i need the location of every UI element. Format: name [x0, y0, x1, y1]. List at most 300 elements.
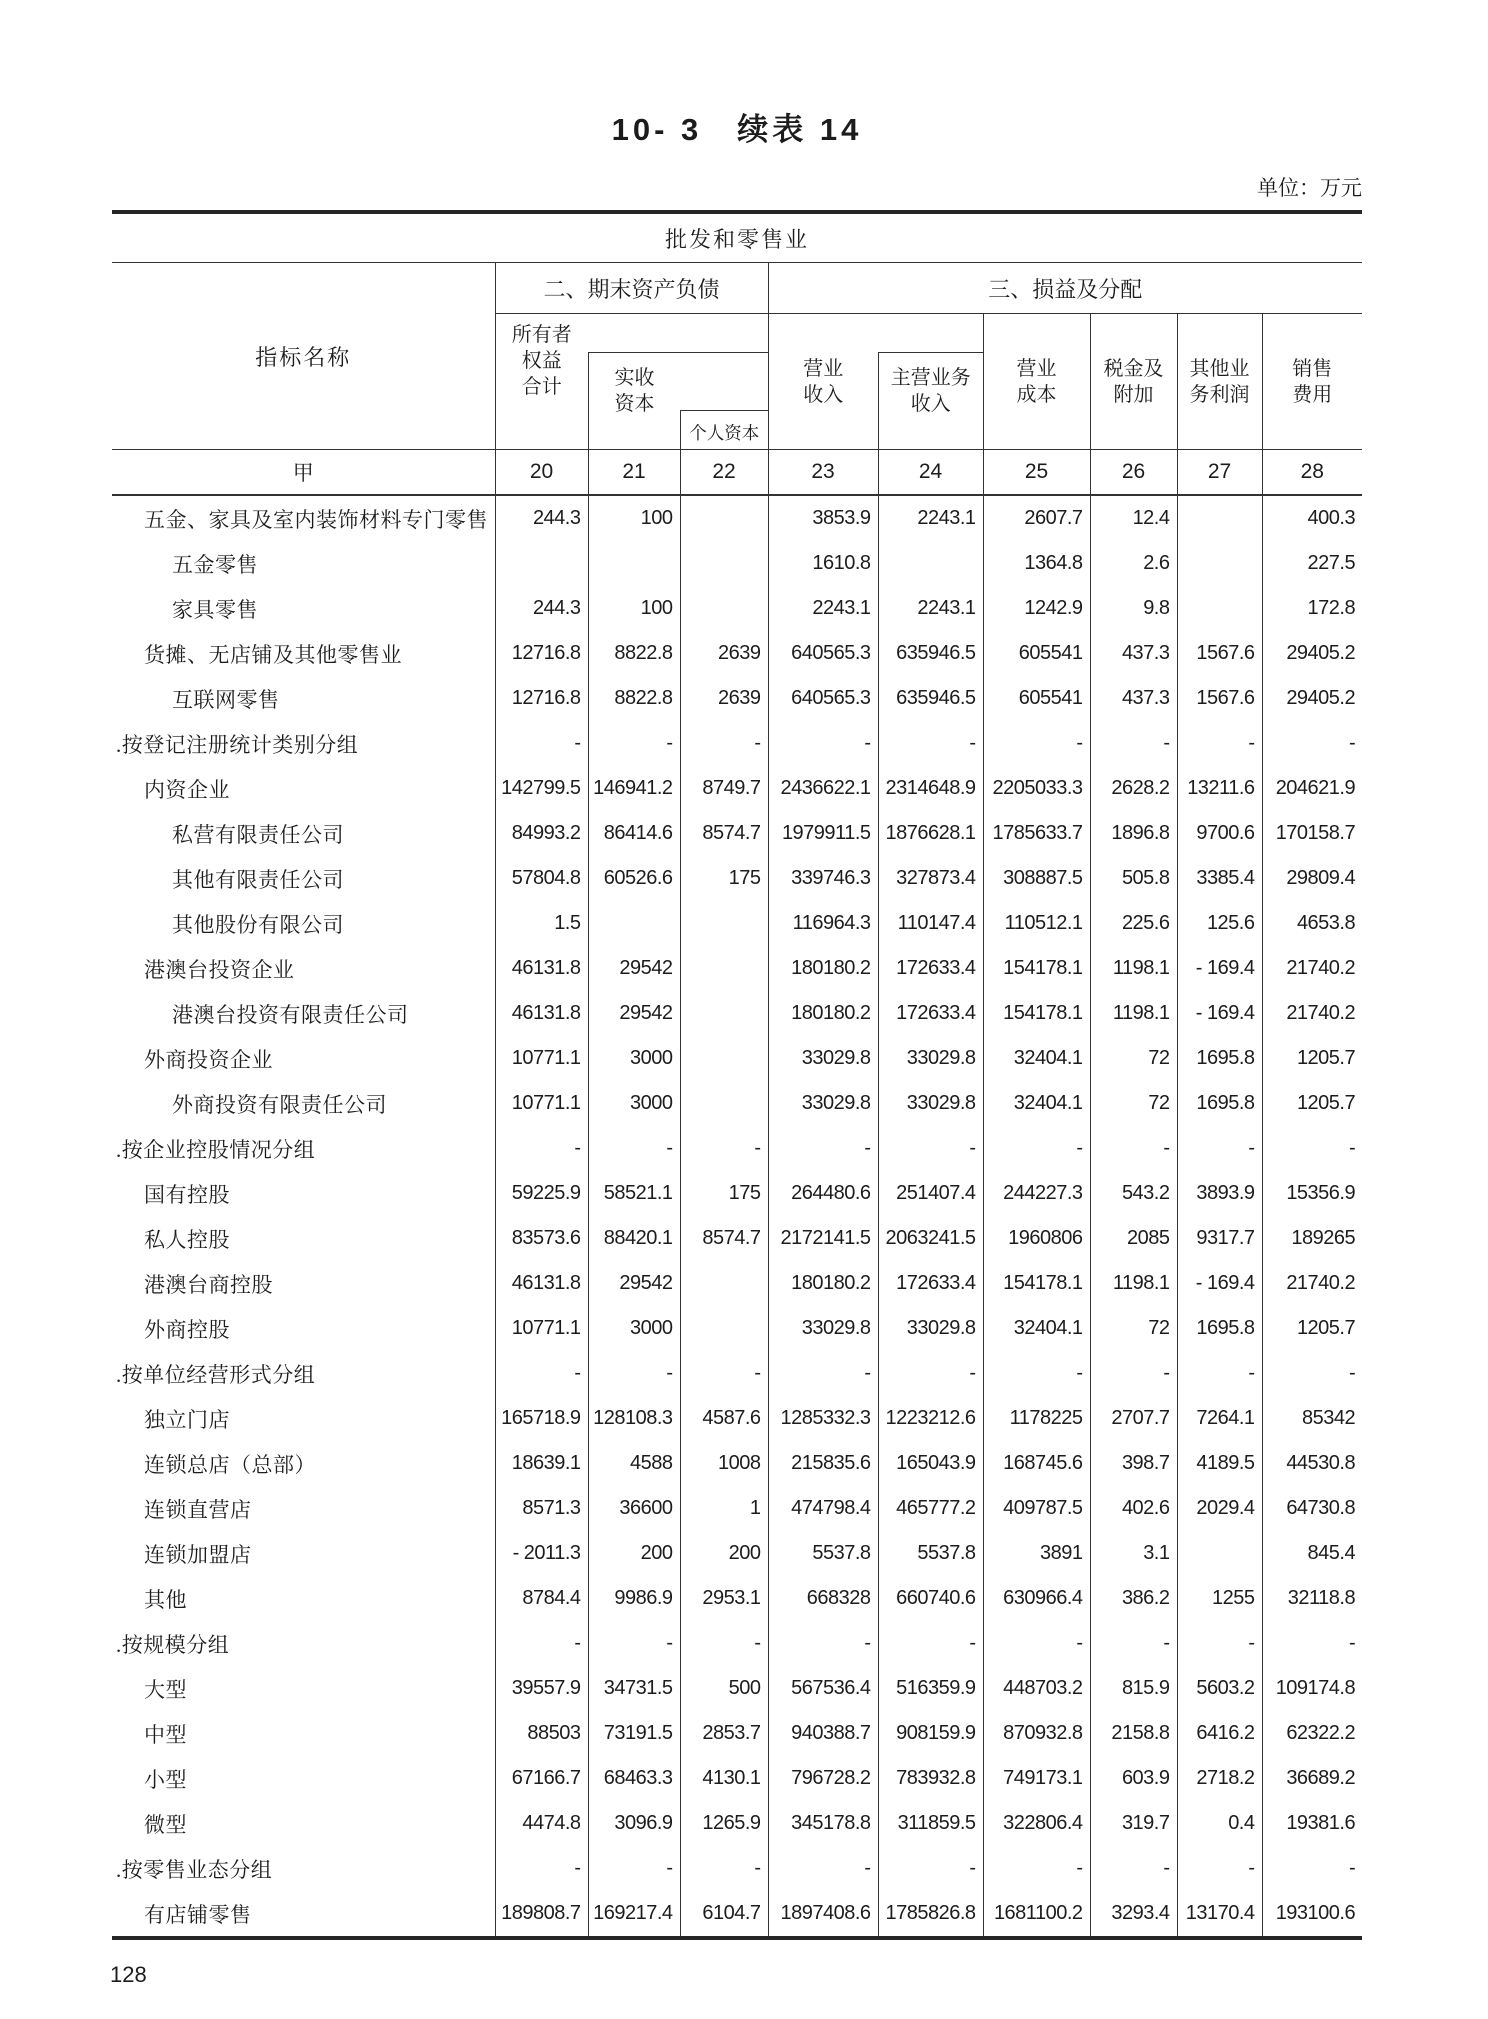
col-header-personal-capital — [680, 314, 768, 450]
cell-value: 39557.9 — [495, 1666, 588, 1711]
cell-value: 33029.8 — [768, 1306, 878, 1351]
cell-value: 29809.4 — [1262, 856, 1362, 901]
col-code: 20 — [495, 450, 588, 496]
cell-value: 5603.2 — [1177, 1666, 1262, 1711]
cell-value: 8822.8 — [588, 631, 680, 676]
cell-value: 2639 — [680, 631, 768, 676]
cell-value — [680, 586, 768, 631]
stub-header: 指标名称 — [255, 344, 352, 370]
cell-value — [680, 1261, 768, 1306]
col-header-label: 个人资本 — [680, 410, 768, 449]
cell-value: - — [1177, 1846, 1262, 1891]
row-label: 其他 — [144, 1587, 187, 1612]
table-row — [112, 1036, 1362, 1081]
table-row — [112, 1531, 1362, 1576]
cell-value: - — [495, 1126, 588, 1171]
table-row — [112, 1306, 1362, 1351]
cell-value: 8571.3 — [495, 1486, 588, 1531]
group-header-row — [112, 263, 1362, 314]
cell-value: - — [1177, 1351, 1262, 1396]
table-body — [112, 495, 1362, 1938]
cell-value: - — [1090, 721, 1177, 766]
table-row — [112, 1351, 1362, 1396]
col-header-label: 主营业务 收入 — [878, 352, 983, 449]
table-row — [112, 1846, 1362, 1891]
cell-value: 2063241.5 — [878, 1216, 983, 1261]
cell-value: - — [768, 721, 878, 766]
cell-value: 1205.7 — [1262, 1081, 1362, 1126]
cell-value: 2853.7 — [680, 1711, 768, 1756]
cell-value: 308887.5 — [983, 856, 1090, 901]
statistics-table — [112, 210, 1362, 1940]
cell-value: 200 — [588, 1531, 680, 1576]
cell-value: 815.9 — [1090, 1666, 1177, 1711]
cell-value: - — [1090, 1351, 1177, 1396]
col-code: 26 — [1090, 450, 1177, 496]
cell-value: 5537.8 — [768, 1531, 878, 1576]
col-header-paid-in-capital — [588, 314, 680, 450]
table-row — [112, 1576, 1362, 1621]
cell-value — [680, 541, 768, 586]
cell-value: - — [878, 1351, 983, 1396]
cell-value: 180180.2 — [768, 991, 878, 1036]
row-label: 港澳台投资有限责任公司 — [172, 1002, 409, 1027]
cell-value: 1 — [680, 1486, 768, 1531]
cell-value: - 169.4 — [1177, 946, 1262, 991]
cell-value: - — [588, 1126, 680, 1171]
cell-value: - — [588, 1351, 680, 1396]
table-row — [112, 1486, 1362, 1531]
cell-value: 1205.7 — [1262, 1036, 1362, 1081]
cell-value: 59225.9 — [495, 1171, 588, 1216]
table-row — [112, 1216, 1362, 1261]
cell-value: 10771.1 — [495, 1081, 588, 1126]
cell-value: 244.3 — [495, 586, 588, 631]
group-header-assets: 二、期末资产负债 — [495, 263, 768, 314]
col-header-selling-expenses — [1262, 314, 1362, 450]
cell-value: 3.1 — [1090, 1531, 1177, 1576]
col-header-operating-cost — [983, 314, 1090, 450]
table-row — [112, 1081, 1362, 1126]
cell-value: 400.3 — [1262, 495, 1362, 541]
cell-value: - — [1262, 721, 1362, 766]
row-label: 有店铺零售 — [144, 1902, 252, 1927]
table-row — [112, 1171, 1362, 1216]
row-label: 连锁加盟店 — [144, 1542, 252, 1567]
cell-value: 19381.6 — [1262, 1801, 1362, 1846]
table-row — [112, 676, 1362, 721]
row-label: 外商投资有限责任公司 — [172, 1092, 387, 1117]
cell-value: 146941.2 — [588, 766, 680, 811]
cell-value: 500 — [680, 1666, 768, 1711]
cell-value: 9700.6 — [1177, 811, 1262, 856]
cell-value: 67166.7 — [495, 1756, 588, 1801]
cell-value: 244.3 — [495, 495, 588, 541]
cell-value: 204621.9 — [1262, 766, 1362, 811]
col-code: 24 — [878, 450, 983, 496]
cell-value: 18639.1 — [495, 1441, 588, 1486]
cell-value: 3293.4 — [1090, 1891, 1177, 1938]
table-row — [112, 1666, 1362, 1711]
col-code: 23 — [768, 450, 878, 496]
table-row — [112, 1441, 1362, 1486]
cell-value: - — [680, 1351, 768, 1396]
cell-value: 170158.7 — [1262, 811, 1362, 856]
cell-value: 409787.5 — [983, 1486, 1090, 1531]
row-label: 中型 — [144, 1722, 187, 1747]
cell-value: - — [1177, 1621, 1262, 1666]
cell-value: 0.4 — [1177, 1801, 1262, 1846]
cell-value: 86414.6 — [588, 811, 680, 856]
cell-value: - — [983, 1351, 1090, 1396]
cell-value: 12716.8 — [495, 631, 588, 676]
cell-value — [495, 541, 588, 586]
cell-value: 1610.8 — [768, 541, 878, 586]
cell-value: 189808.7 — [495, 1891, 588, 1938]
row-label: 私人控股 — [144, 1227, 230, 1252]
cell-value: 29542 — [588, 1261, 680, 1306]
cell-value: 2314648.9 — [878, 766, 983, 811]
cell-value: 1695.8 — [1177, 1306, 1262, 1351]
cell-value: 84993.2 — [495, 811, 588, 856]
cell-value: - — [495, 1846, 588, 1891]
row-label: 港澳台商控股 — [144, 1272, 273, 1297]
cell-value: 448703.2 — [983, 1666, 1090, 1711]
industry-header-row — [112, 212, 1362, 263]
cell-value — [588, 541, 680, 586]
cell-value: 6416.2 — [1177, 1711, 1262, 1756]
cell-value: 3000 — [588, 1036, 680, 1081]
cell-value: 72 — [1090, 1036, 1177, 1081]
cell-value: - — [1090, 1126, 1177, 1171]
cell-value: 1681100.2 — [983, 1891, 1090, 1938]
cell-value: 68463.3 — [588, 1756, 680, 1801]
cell-value: 2243.1 — [878, 495, 983, 541]
cell-value: 175 — [680, 1171, 768, 1216]
cell-value: 1255 — [1177, 1576, 1262, 1621]
cell-value: 32404.1 — [983, 1306, 1090, 1351]
col-header-other-business-profit — [1177, 314, 1262, 450]
cell-value: 62322.2 — [1262, 1711, 1362, 1756]
cell-value: 21740.2 — [1262, 1261, 1362, 1306]
cell-value: 15356.9 — [1262, 1171, 1362, 1216]
cell-value: 8574.7 — [680, 811, 768, 856]
cell-value: 72 — [1090, 1081, 1177, 1126]
cell-value: 225.6 — [1090, 901, 1177, 946]
row-label: 微型 — [144, 1812, 187, 1837]
cell-value — [680, 991, 768, 1036]
col-header-label: 销售 费用 — [1292, 358, 1333, 406]
cell-value: - — [588, 721, 680, 766]
row-label: 外商投资企业 — [144, 1047, 273, 1072]
row-label: 独立门店 — [144, 1407, 230, 1432]
cell-value: - — [1090, 1846, 1177, 1891]
cell-value: 180180.2 — [768, 946, 878, 991]
cell-value: 21740.2 — [1262, 991, 1362, 1036]
cell-value: 1223212.6 — [878, 1396, 983, 1441]
cell-value: 189265 — [1262, 1216, 1362, 1261]
cell-value: 2607.7 — [983, 495, 1090, 541]
cell-value: 3385.4 — [1177, 856, 1262, 901]
cell-value: 845.4 — [1262, 1531, 1362, 1576]
nested-header-box — [680, 352, 768, 449]
cell-value: 4130.1 — [680, 1756, 768, 1801]
cell-value: 58521.1 — [588, 1171, 680, 1216]
cell-value: - — [878, 721, 983, 766]
row-label: 货摊、无店铺及其他零售业 — [144, 642, 402, 667]
cell-value — [878, 541, 983, 586]
row-label: .按零售业态分组 — [116, 1857, 273, 1882]
cell-value: 9986.9 — [588, 1576, 680, 1621]
cell-value: 386.2 — [1090, 1576, 1177, 1621]
cell-value: 33029.8 — [768, 1081, 878, 1126]
cell-value: 2205033.3 — [983, 766, 1090, 811]
cell-value: 1198.1 — [1090, 946, 1177, 991]
cell-value: 33029.8 — [878, 1081, 983, 1126]
cell-value: 46131.8 — [495, 946, 588, 991]
cell-value: 402.6 — [1090, 1486, 1177, 1531]
cell-value: 1979911.5 — [768, 811, 878, 856]
cell-value: 327873.4 — [878, 856, 983, 901]
cell-value: 154178.1 — [983, 991, 1090, 1036]
cell-value: - — [983, 1126, 1090, 1171]
cell-value: 339746.3 — [768, 856, 878, 901]
cell-value: 125.6 — [1177, 901, 1262, 946]
cell-value: 21740.2 — [1262, 946, 1362, 991]
cell-value: 100 — [588, 495, 680, 541]
cell-value: 29542 — [588, 946, 680, 991]
cell-value: 1205.7 — [1262, 1306, 1362, 1351]
cell-value: 88503 — [495, 1711, 588, 1756]
row-label: 互联网零售 — [172, 687, 280, 712]
cell-value: 1198.1 — [1090, 1261, 1177, 1306]
row-label: .按规模分组 — [116, 1632, 230, 1657]
cell-value: 60526.6 — [588, 856, 680, 901]
cell-value: - — [495, 1621, 588, 1666]
cell-value: 660740.6 — [878, 1576, 983, 1621]
cell-value: 2718.2 — [1177, 1756, 1262, 1801]
cell-value — [1177, 495, 1262, 541]
cell-value: 1785826.8 — [878, 1891, 983, 1938]
row-label: 家具零售 — [172, 597, 258, 622]
cell-value: - — [878, 1126, 983, 1171]
cell-value: 88420.1 — [588, 1216, 680, 1261]
cell-value: 630966.4 — [983, 1576, 1090, 1621]
cell-value: 64730.8 — [1262, 1486, 1362, 1531]
cell-value: 2243.1 — [768, 586, 878, 631]
cell-value: 33029.8 — [878, 1306, 983, 1351]
cell-value: 36689.2 — [1262, 1756, 1362, 1801]
table-row — [112, 1396, 1362, 1441]
cell-value: 13211.6 — [1177, 766, 1262, 811]
cell-value: 2029.4 — [1177, 1486, 1262, 1531]
col-code: 27 — [1177, 450, 1262, 496]
cell-value: 33029.8 — [768, 1036, 878, 1081]
cell-value — [1177, 1531, 1262, 1576]
cell-value: - — [768, 1846, 878, 1891]
table-row — [112, 1756, 1362, 1801]
cell-value: - 169.4 — [1177, 1261, 1262, 1306]
cell-value: 9.8 — [1090, 586, 1177, 631]
cell-value: 180180.2 — [768, 1261, 878, 1306]
cell-value: 635946.5 — [878, 631, 983, 676]
col-code: 28 — [1262, 450, 1362, 496]
cell-value: 172.8 — [1262, 586, 1362, 631]
cell-value: 9317.7 — [1177, 1216, 1262, 1261]
row-label: 私营有限责任公司 — [172, 822, 344, 847]
cell-value: 4474.8 — [495, 1801, 588, 1846]
cell-value: - — [680, 721, 768, 766]
cell-value: 465777.2 — [878, 1486, 983, 1531]
cell-value: 29405.2 — [1262, 676, 1362, 721]
cell-value: 12716.8 — [495, 676, 588, 721]
cell-value: 1695.8 — [1177, 1081, 1262, 1126]
cell-value: 1.5 — [495, 901, 588, 946]
table-row — [112, 901, 1362, 946]
cell-value: 3096.9 — [588, 1801, 680, 1846]
row-label: 小型 — [144, 1767, 187, 1792]
cell-value: 128108.3 — [588, 1396, 680, 1441]
industry-header: 批发和零售业 — [112, 212, 1362, 263]
col-header-label: 所有者 权益 合计 — [511, 324, 572, 398]
table-row — [112, 1891, 1362, 1938]
cell-value: 2158.8 — [1090, 1711, 1177, 1756]
cell-value: 7264.1 — [1177, 1396, 1262, 1441]
cell-value: 227.5 — [1262, 541, 1362, 586]
cell-value: 169217.4 — [588, 1891, 680, 1938]
cell-value: 605541 — [983, 676, 1090, 721]
col-code: 25 — [983, 450, 1090, 496]
cell-value: 1876628.1 — [878, 811, 983, 856]
cell-value: - — [1262, 1351, 1362, 1396]
cell-value — [680, 946, 768, 991]
row-label: .按企业控股情况分组 — [116, 1137, 316, 1162]
cell-value: 2953.1 — [680, 1576, 768, 1621]
cell-value: 437.3 — [1090, 631, 1177, 676]
row-label: 国有控股 — [144, 1182, 230, 1207]
cell-value: 165043.9 — [878, 1441, 983, 1486]
row-label: 外商控股 — [144, 1317, 230, 1342]
cell-value: 251407.4 — [878, 1171, 983, 1216]
cell-value: 8749.7 — [680, 766, 768, 811]
cell-value: 85342 — [1262, 1396, 1362, 1441]
cell-value: 474798.4 — [768, 1486, 878, 1531]
cell-value: 603.9 — [1090, 1756, 1177, 1801]
cell-value: - — [1262, 1126, 1362, 1171]
cell-value: - — [768, 1351, 878, 1396]
cell-value: 2.6 — [1090, 541, 1177, 586]
row-label: .按单位经营形式分组 — [116, 1362, 316, 1387]
cell-value: 34731.5 — [588, 1666, 680, 1711]
table-row — [112, 766, 1362, 811]
cell-value: 1285332.3 — [768, 1396, 878, 1441]
cell-value: 4587.6 — [680, 1396, 768, 1441]
table-row — [112, 541, 1362, 586]
cell-value: 73191.5 — [588, 1711, 680, 1756]
col-header-main-business-revenue — [878, 314, 983, 450]
cell-value: 1897408.6 — [768, 1891, 878, 1938]
cell-value: 2436622.1 — [768, 766, 878, 811]
table-row — [112, 1801, 1362, 1846]
cell-value: 72 — [1090, 1306, 1177, 1351]
col-header-taxes-surcharges — [1090, 314, 1177, 450]
cell-value: - — [680, 1621, 768, 1666]
cell-value: 783932.8 — [878, 1756, 983, 1801]
cell-value: 110147.4 — [878, 901, 983, 946]
row-label: 其他有限责任公司 — [172, 867, 344, 892]
table-row — [112, 495, 1362, 541]
col-header-label: 营业 收入 — [803, 358, 844, 406]
cell-value: - — [680, 1126, 768, 1171]
cell-value: - — [1177, 1126, 1262, 1171]
cell-value: 57804.8 — [495, 856, 588, 901]
cell-value: 2172141.5 — [768, 1216, 878, 1261]
cell-value: 10771.1 — [495, 1036, 588, 1081]
table-row — [112, 946, 1362, 991]
cell-value: 12.4 — [1090, 495, 1177, 541]
cell-value: - — [1262, 1846, 1362, 1891]
row-label: 连锁直营店 — [144, 1497, 252, 1522]
cell-value: 142799.5 — [495, 766, 588, 811]
cell-value: 175 — [680, 856, 768, 901]
cell-value: 1198.1 — [1090, 991, 1177, 1036]
cell-value: 154178.1 — [983, 1261, 1090, 1306]
cell-value: 3893.9 — [1177, 1171, 1262, 1216]
cell-value: 200 — [680, 1531, 768, 1576]
cell-value: - — [1090, 1621, 1177, 1666]
cell-value: 1695.8 — [1177, 1036, 1262, 1081]
cell-value: 8784.4 — [495, 1576, 588, 1621]
cell-value: 398.7 — [1090, 1441, 1177, 1486]
cell-value: 345178.8 — [768, 1801, 878, 1846]
cell-value: 154178.1 — [983, 946, 1090, 991]
cell-value: 2639 — [680, 676, 768, 721]
cell-value: 3891 — [983, 1531, 1090, 1576]
cell-value: 13170.4 — [1177, 1891, 1262, 1938]
cell-value: 193100.6 — [1262, 1891, 1362, 1938]
cell-value: 264480.6 — [768, 1171, 878, 1216]
cell-value: 215835.6 — [768, 1441, 878, 1486]
cell-value: - 2011.3 — [495, 1531, 588, 1576]
col-code: 22 — [680, 450, 768, 496]
cell-value: 635946.5 — [878, 676, 983, 721]
cell-value: 83573.6 — [495, 1216, 588, 1261]
cell-value: 516359.9 — [878, 1666, 983, 1711]
cell-value: 32118.8 — [1262, 1576, 1362, 1621]
table-row — [112, 1621, 1362, 1666]
row-label: .按登记注册统计类别分组 — [116, 732, 359, 757]
table-row — [112, 1126, 1362, 1171]
cell-value: 437.3 — [1090, 676, 1177, 721]
cell-value: - — [588, 1621, 680, 1666]
page-number: 128 — [110, 1962, 147, 1987]
table-row — [112, 586, 1362, 631]
cell-value: - — [1262, 1621, 1362, 1666]
column-code-row — [112, 450, 1362, 496]
cell-value — [680, 1306, 768, 1351]
row-label: 连锁总店（总部） — [144, 1452, 316, 1477]
cell-value: 168745.6 — [983, 1441, 1090, 1486]
cell-value: - — [495, 721, 588, 766]
cell-value: 6104.7 — [680, 1891, 768, 1938]
cell-value: 10771.1 — [495, 1306, 588, 1351]
cell-value: 749173.1 — [983, 1756, 1090, 1801]
cell-value: 109174.8 — [1262, 1666, 1362, 1711]
cell-value — [1177, 541, 1262, 586]
cell-value: 110512.1 — [983, 901, 1090, 946]
cell-value: 100 — [588, 586, 680, 631]
cell-value: 2085 — [1090, 1216, 1177, 1261]
